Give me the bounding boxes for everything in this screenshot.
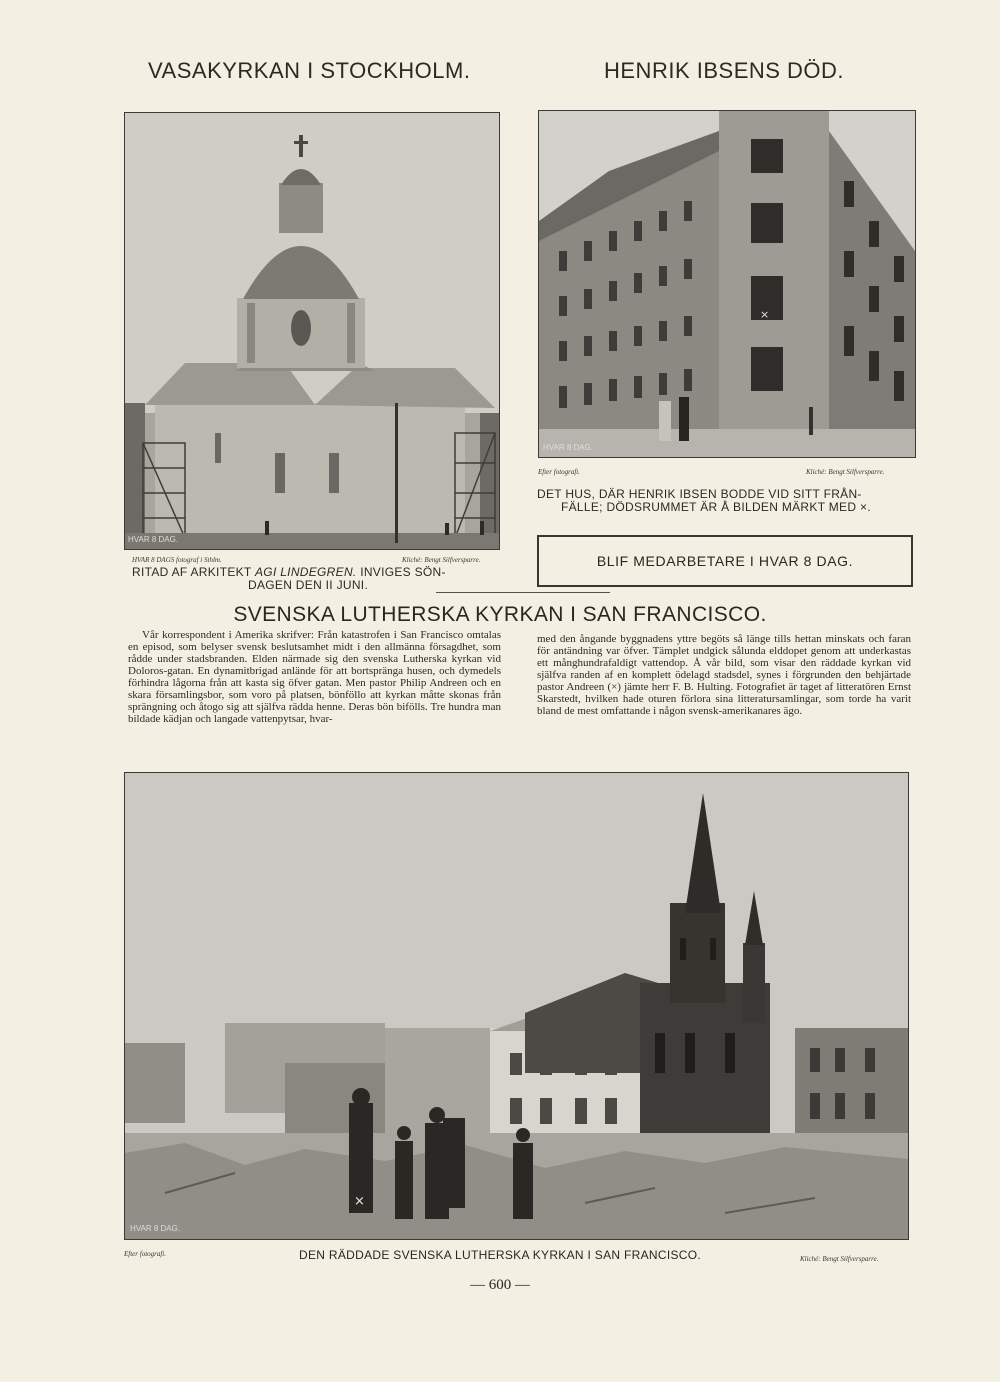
- caption-vasakyrkan-date: DAGEN DEN II JUNI.: [248, 578, 369, 592]
- heading-ibsen: HENRIK IBSENS DÖD.: [604, 58, 845, 83]
- caption-vasakyrkan-tail: INVIGES SÖN-: [360, 565, 446, 579]
- page-number: — 600 —: [470, 1277, 530, 1293]
- caption-vasakyrkan-lead: RITAD AF ARKITEKT: [132, 565, 252, 579]
- watermark-photo2: HVAR 8 DAG.: [543, 443, 594, 452]
- caption-architect-name: AGI LINDEGREN.: [255, 565, 357, 579]
- apartment-building-illustration: [539, 111, 915, 457]
- caption-ibsen-line2: FÄLLE; DÖDSRUMMET ÄR Å BILDEN MÄRKT MED ×.: [561, 500, 871, 514]
- church-ruins-illustration: [125, 773, 908, 1239]
- photo-vasakyrkan: [124, 112, 500, 550]
- watermark-photo1: HVAR 8 DAG.: [128, 535, 179, 544]
- credit-photographer-1: HVAR 8 DAGS fotograf i Sthlm.: [132, 556, 222, 564]
- church-dome-illustration: [125, 113, 499, 549]
- caption-ibsen-house: [537, 488, 917, 514]
- photo-san-francisco-church: [124, 772, 909, 1240]
- watermark-photo3: HVAR 8 DAG.: [130, 1224, 181, 1233]
- credit-cliche-1: Kliché: Bengt Silfversparre.: [402, 556, 481, 564]
- heading-vasakyrkan: VASAKYRKAN I STOCKHOLM.: [148, 58, 471, 83]
- mark-pastor-andreen: ×: [354, 1194, 365, 1209]
- credit-cliche-2: Kliché: Bengt Silfversparre.: [806, 468, 885, 476]
- credit-cliche-3: Kliché: Bengt Silfversparre.: [800, 1255, 879, 1263]
- credit-photographer-2: Efter fotografi.: [538, 468, 580, 476]
- article-column-2-text: med den ångande byggnadens yttre begöts så länge tills hettan minskats och faran för antändning var öfver. Tämplet undgick sålunda elddopet genom att underkastas ett månghundrafaldigt vattendop. Å vår bild, som visar den räddade kyrkan vid själfva randen af en komplett ödelagd stadsdel, synes i förgrunden den behjärtade pastor Andreen (×) jämte herr F. B. Hulting. Fotografiet är taget af litteratören Ernst Skarstedt, hvilken hade oturen förlora sina litteratursamlingar, som torde ha varit bland de mest omfattande i någon svensk-amerikanares ägo.: [537, 633, 911, 717]
- svg-text:×: ×: [760, 308, 770, 321]
- photo-ibsen-house: [538, 110, 916, 458]
- promo-box: BLIF MEDARBETARE I HVAR 8 DAG.: [537, 535, 913, 587]
- article-title: SVENSKA LUTHERSKA KYRKAN I SAN FRANCISCO.: [233, 603, 767, 626]
- caption-san-francisco: DEN RÄDDADE SVENSKA LUTHERSKA KYRKAN I SAN FRANCISCO.: [299, 1248, 701, 1262]
- credit-photographer-3: Efter fotografi.: [124, 1250, 166, 1258]
- article-column-2: [537, 633, 911, 717]
- section-rule: [436, 592, 610, 593]
- article-column-1-text: Vår korrespondent i Amerika skrifver: Från katastrofen i San Francisco omtalas en episod, som belyser svensk beslutsamhet midt i den allmänna försagdhet, som rådde under stadsbranden. Elden närmade sig den svenska Lutherska kyrkan vid Doloros-gatan. En dynamitbrigad anlände för att bortspränga husen, och dymedels förhindra lågorna från att kasta sig öfver gatan. Men pastor Philip Andreen och en skara församlingsbor, som voro på platsen, bönföllo att kyrkan måtte skonas från sprängning och åtogo sig att själfva rädda henne. Deras bön bifölls. Tre hundra man bildade kädjan och langade vattenpytsar, hvar-: [128, 629, 501, 725]
- caption-ibsen-line1: DET HUS, DÄR HENRIK IBSEN BODDE VID SITT FRÅN-: [537, 487, 862, 501]
- article-column-1: [128, 629, 501, 725]
- caption-vasakyrkan: [132, 566, 502, 592]
